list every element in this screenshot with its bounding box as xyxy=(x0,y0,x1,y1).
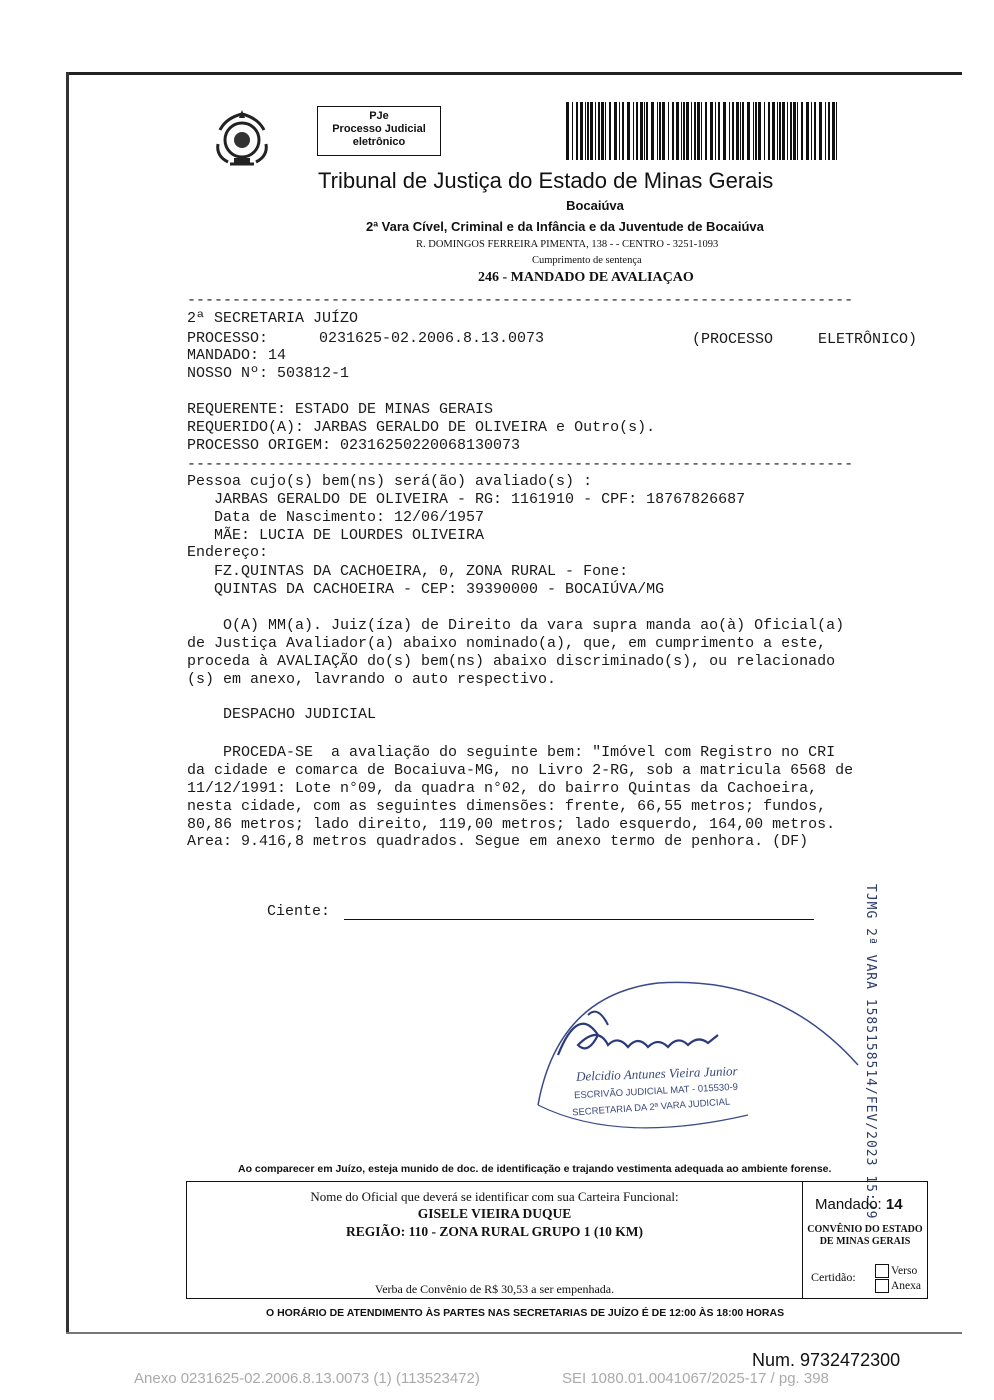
endereco-label: Endereço: xyxy=(187,544,269,561)
person-birth: Data de Nascimento: 12/06/1957 xyxy=(187,509,485,526)
convenio-label xyxy=(803,1224,927,1248)
scan-edge-bottom xyxy=(66,1332,962,1334)
requerente: REQUERENTE: ESTADO DE MINAS GERAIS xyxy=(187,401,494,418)
pje-badge xyxy=(317,106,441,156)
anexa-option[interactable] xyxy=(875,1279,921,1294)
mandado-box-number: 14 xyxy=(885,1196,903,1213)
city-name: Bocaiúva xyxy=(566,198,624,213)
despacho-heading: DESPACHO JUDICIAL xyxy=(187,706,377,723)
person-mother: MÃE: LUCIA DE LOURDES OLIVEIRA xyxy=(187,527,485,544)
despacho-line-2: da cidade e comarca de Bocaiuva-MG, no Livro 2-RG, sob a matricula 6568 de xyxy=(187,762,854,779)
despacho-line-4: nesta cidade, com as seguintes dimensões: frente, 66,55 metros; fundos, xyxy=(187,798,827,815)
certidao-options xyxy=(875,1264,921,1294)
protocol-stamp: TJMG 2ª VARA 1585158514/FEV/2023 15:29 xyxy=(863,884,878,1220)
pje-line-3: eletrônico xyxy=(352,136,406,148)
processo-label: PROCESSO: xyxy=(187,330,269,347)
ciente-label: Ciente: xyxy=(267,903,331,920)
despacho-line-3: 11/12/1991: Lote n°09, da quadra n°02, do bairro Quintas da Cachoeira, xyxy=(187,780,818,797)
regiao: REGIÃO: 110 - ZONA RURAL GRUPO 1 (10 KM) xyxy=(346,1224,643,1239)
officer-box xyxy=(186,1181,928,1299)
person-intro: Pessoa cujo(s) bem(ns) será(ão) avaliado(s) : xyxy=(187,473,593,490)
despacho-line-1: PROCEDA-SE a avaliação do seguinte bem: "Imóvel com Registro no CRI xyxy=(187,744,836,761)
convenio-line-1: CONVÊNIO DO ESTADO xyxy=(807,1224,923,1235)
verba-convenio: Verba de Convênio de R$ 30,53 a ser empenhada. xyxy=(374,1282,615,1296)
requerido: REQUERIDO(A): JARBAS GERALDO DE OLIVEIRA e Outro(s). xyxy=(187,419,656,436)
signer-role: ESCRIVÃO JUDICIAL MAT - 015530-9 xyxy=(573,1081,739,1102)
address-line-2: QUINTAS DA CACHOEIRA - CEP: 39390000 - BOCAIÚVA/MG xyxy=(187,581,665,598)
mandado-line: MANDADO: 14 xyxy=(187,347,287,364)
order-line-2: de Justiça Avaliador(a) abaixo nominado(a), que, em cumprimento a este, xyxy=(187,635,827,652)
mandado-box-label: Mandado: xyxy=(815,1196,882,1213)
scan-edge-top xyxy=(66,72,962,75)
document-title: 246 - MANDADO DE AVALIAÇAO xyxy=(478,270,694,285)
processo-number: 0231625-02.2006.8.13.0073 xyxy=(319,330,545,347)
order-line-3: proceda à AVALIAÇÃO do(s) bem(ns) abaixo discriminado(s), ou relacionado xyxy=(187,653,836,670)
verso-option[interactable] xyxy=(875,1264,921,1279)
mandado-box xyxy=(815,1196,903,1213)
despacho-line-6: Area: 9.416,8 metros quadrados. Segue em anexo termo de penhora. (DF) xyxy=(187,833,809,850)
vara-name: 2ª Vara Cível, Criminal e da Infância e da Juventude de Bocaiúva xyxy=(366,219,764,234)
verso-label: Verso xyxy=(891,1265,918,1277)
document-number: Num. 9732472300 xyxy=(752,1350,901,1370)
separator-line-2: -------------------------------------------------------------------------- xyxy=(187,456,854,473)
despacho-line-5: 80,86 metros; lado direito, 119,00 metros; lado esquerdo, 164,00 metros. xyxy=(187,816,836,833)
attendance-notice: Ao comparecer em Juízo, esteja munido de doc. de identificação e trajando vestimenta adequada ao ambiente forense. xyxy=(238,1163,832,1175)
verso-checkbox[interactable] xyxy=(875,1264,889,1278)
ciente-signature-line xyxy=(344,919,814,920)
secretaria: 2ª SECRETARIA JUÍZO xyxy=(187,310,359,327)
pje-line-2: Processo Judicial xyxy=(332,123,426,135)
anexo-reference: Anexo 0231625-02.2006.8.13.0073 (1) (113523472) xyxy=(134,1370,480,1387)
separator-line: -------------------------------------------------------------------------- xyxy=(187,292,854,309)
processo-origem: PROCESSO ORIGEM: 02316250220068130073 xyxy=(187,437,521,454)
coat-of-arms-emblem xyxy=(212,110,272,168)
office-hours-notice: O HORÁRIO DE ATENDIMENTO ÀS PARTES NAS SECRETARIAS DE JUÍZO É DE 12:00 ÀS 18:00 HORAS xyxy=(266,1307,785,1319)
signer-name: Delcidio Antunes Vieira Junior xyxy=(575,1063,738,1084)
convenio-line-2: DE MINAS GERAIS xyxy=(819,1236,911,1247)
court-title: Tribunal de Justiça do Estado de Minas Gerais xyxy=(318,168,774,193)
pje-line-1: PJe xyxy=(369,110,389,122)
scan-edge-left xyxy=(66,72,69,1334)
sei-reference: SEI 1080.01.0041067/2025-17 / pg. 398 xyxy=(562,1370,829,1387)
person-name: JARBAS GERALDO DE OLIVEIRA - RG: 1161910 - CPF: 18767826687 xyxy=(187,491,746,508)
court-address: R. DOMINGOS FERREIRA PIMENTA, 138 - - CENTRO - 3251-1093 xyxy=(416,239,719,250)
oficial-label: Nome do Oficial que deverá se identificar com sua Carteira Funcional: xyxy=(310,1189,679,1204)
order-line-4: (s) em anexo, lavrando o auto respectivo. xyxy=(187,671,557,688)
processo-tipo: (PROCESSO ELETRÔNICO) xyxy=(692,331,918,348)
order-line-1: O(A) MM(a). Juiz(íza) de Direito da vara supra manda ao(à) Oficial(a) xyxy=(187,617,845,634)
certidao-label: Certidão: xyxy=(811,1270,856,1284)
signer-dept: SECRETARIA DA 2ª VARA JUDICIAL xyxy=(571,1096,731,1119)
barcode xyxy=(566,102,842,160)
oficial-name: GISELE VIEIRA DUQUE xyxy=(417,1206,572,1221)
anexa-label: Anexa xyxy=(891,1280,922,1292)
address-line-1: FZ.QUINTAS DA CACHOEIRA, 0, ZONA RURAL - Fone: xyxy=(187,563,629,580)
nosso-numero: NOSSO Nº: 503812-1 xyxy=(187,365,350,382)
process-phase: Cumprimento de sentença xyxy=(532,255,642,266)
anexa-checkbox[interactable] xyxy=(875,1279,889,1293)
